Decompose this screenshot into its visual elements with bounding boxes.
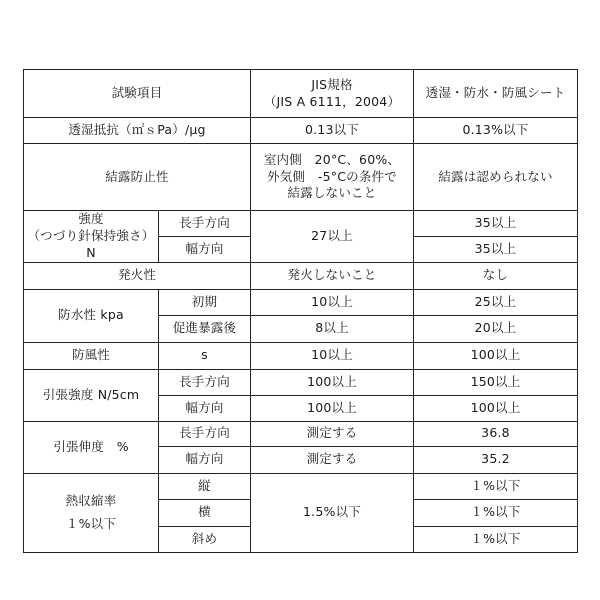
row-label-waterproof: 防水性 kpa [24, 289, 159, 342]
row-label-condensation: 結露防止性 [24, 144, 251, 211]
label-line: １%以下 [65, 515, 117, 531]
table-row [24, 369, 578, 395]
jis-value-condensation [251, 144, 414, 211]
product-value: 36.8 [414, 421, 578, 446]
jis-value: 1.5%以下 [251, 473, 414, 552]
sub-label: 横 [159, 499, 251, 526]
table-row [24, 118, 578, 144]
header-jis-line2: （JIS A 6111，2004） [263, 93, 401, 109]
jis-value: 27以上 [251, 211, 414, 263]
product-value: 結露は認められない [414, 144, 578, 211]
product-value: 100以上 [414, 395, 578, 421]
sub-label: 斜め [159, 526, 251, 552]
sub-label: 幅方向 [159, 395, 251, 421]
jis-value: 100以上 [251, 369, 414, 395]
jis-value: 100以上 [251, 395, 414, 421]
jis-value: 発火しないこと [251, 262, 414, 289]
row-label-permeance: 透湿抵抗（㎡ｓPa）/μg [24, 118, 251, 144]
table-row [24, 342, 578, 369]
label-line: 強度 [78, 211, 104, 226]
table-row [24, 262, 578, 289]
sub-label: 長手方向 [159, 369, 251, 395]
label-line: 熱収縮率 [65, 492, 117, 508]
header-product: 透湿・防水・防風シート [414, 70, 578, 118]
jis-line: 結露しないこと [287, 185, 377, 201]
jis-value: 10以上 [251, 289, 414, 315]
product-value: 0.13%以下 [414, 118, 578, 144]
row-label-elongation: 引張伸度 % [24, 421, 159, 473]
sub-label: 長手方向 [159, 421, 251, 446]
label-line: （つづり針保持強さ）N [27, 227, 155, 260]
table-row [24, 144, 578, 211]
table-row [24, 289, 578, 315]
product-value: 35以上 [414, 236, 578, 262]
header-jis-line1: JIS規格 [311, 76, 353, 92]
sub-label: 促進暴露後 [159, 315, 251, 342]
sub-label: 初期 [159, 289, 251, 315]
row-label-windproof: 防風性 [24, 342, 159, 369]
product-value: １%以下 [414, 473, 578, 499]
spec-table [23, 69, 578, 553]
product-value: １%以下 [414, 526, 578, 552]
header-row [24, 70, 578, 118]
jis-line: 室内側 20°C、60%、 [263, 151, 401, 167]
sub-label: 幅方向 [159, 236, 251, 262]
product-value: なし [414, 262, 578, 289]
row-label-strength [24, 211, 159, 263]
header-jis [251, 70, 414, 118]
jis-value: 測定する [251, 421, 414, 446]
jis-value: 8以上 [251, 315, 414, 342]
table-row [24, 421, 578, 446]
product-value: 100以上 [414, 342, 578, 369]
row-label-shrinkage [24, 473, 159, 552]
sub-label: s [159, 342, 251, 369]
product-value: 25以上 [414, 289, 578, 315]
product-value: 35以上 [414, 211, 578, 237]
table-row [24, 473, 578, 499]
jis-value: 0.13以下 [251, 118, 414, 144]
header-test-item: 試験項目 [24, 70, 251, 118]
sub-label: 幅方向 [159, 446, 251, 473]
sub-label: 縦 [159, 473, 251, 499]
table-row [24, 211, 578, 237]
product-value: 150以上 [414, 369, 578, 395]
product-value: 35.2 [414, 446, 578, 473]
jis-value: 測定する [251, 446, 414, 473]
sub-label: 長手方向 [159, 211, 251, 237]
jis-value: 10以上 [251, 342, 414, 369]
row-label-tensile-strength: 引張強度 N/5cm [24, 369, 159, 421]
jis-line: 外気側 -5°Cの条件で [267, 168, 397, 184]
product-value: 20以上 [414, 315, 578, 342]
row-label-ignition: 発火性 [24, 262, 251, 289]
product-value: １%以下 [414, 499, 578, 526]
